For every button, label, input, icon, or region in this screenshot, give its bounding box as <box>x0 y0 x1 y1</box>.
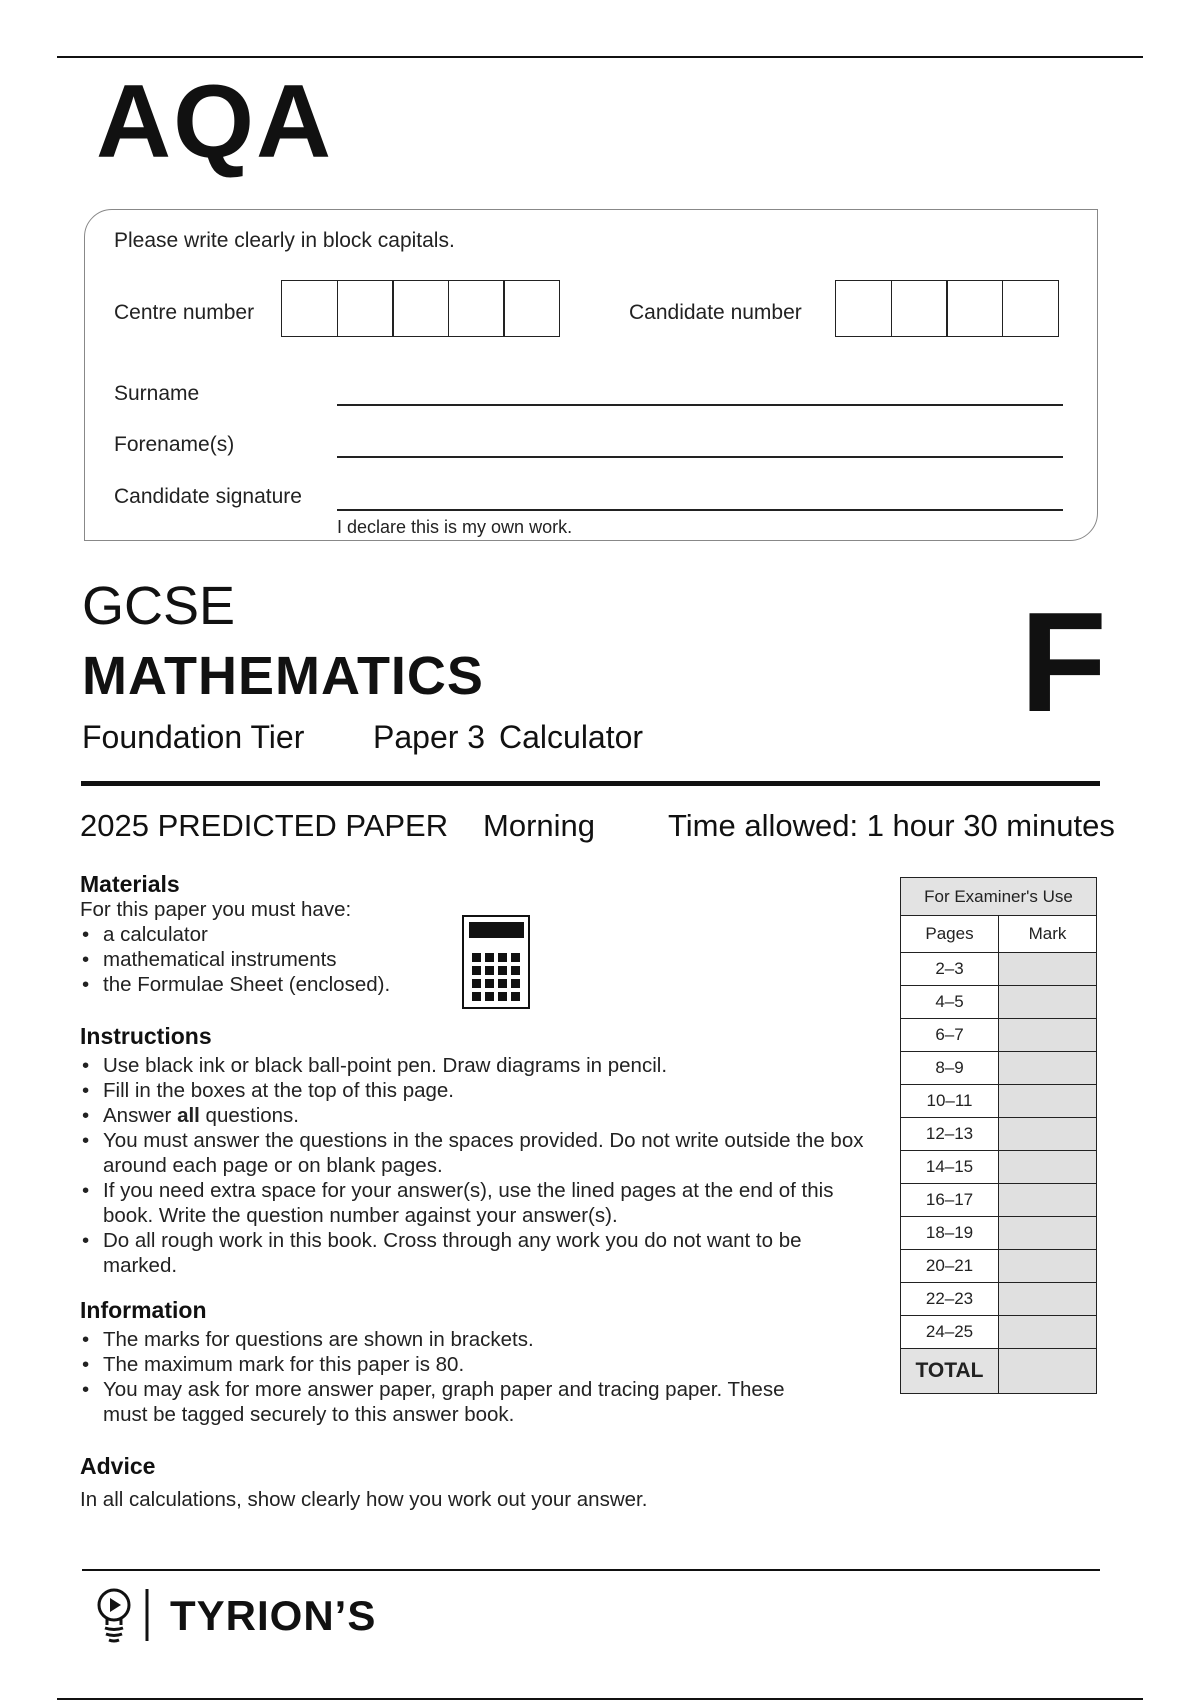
mark-column-header: Mark <box>999 916 1097 953</box>
mark-cell <box>999 1316 1097 1349</box>
calculator-label: Calculator <box>499 719 644 755</box>
candidate-number-digit-box[interactable] <box>946 280 1003 337</box>
list-item: • the Formulae Sheet (enclosed). <box>80 972 480 997</box>
paper-number: Paper 3 <box>373 719 486 755</box>
declaration-text: I declare this is my own work. <box>337 517 573 537</box>
page-range-cell: 14–15 <box>901 1151 999 1184</box>
candidate-number-digit-box[interactable] <box>835 280 892 337</box>
surname-label: Surname <box>114 382 200 405</box>
information-heading: Information <box>80 1297 207 1323</box>
mark-cell <box>999 1019 1097 1052</box>
table-row <box>901 1217 1097 1250</box>
list-item: • mathematical instruments <box>80 947 480 972</box>
centre-number-digit-box[interactable] <box>337 280 394 337</box>
tier-letter: F <box>1020 583 1107 742</box>
candidate-number-boxes[interactable] <box>835 280 1057 337</box>
candidate-number-label: Candidate number <box>629 301 802 324</box>
page-range-cell: 20–21 <box>901 1250 999 1283</box>
subject-title: MATHEMATICS <box>82 646 484 706</box>
list-item: • a calculator <box>80 922 480 947</box>
table-row <box>901 1019 1097 1052</box>
session-time: Morning <box>483 808 595 843</box>
page-range-cell: 4–5 <box>901 986 999 1019</box>
block-capitals-instruction: Please write clearly in block capitals. <box>114 229 455 252</box>
list-item: • If you need extra space for your answer(s), use the lined pages at the end of this book. Write the question number against your answer(s). <box>80 1178 870 1228</box>
list-item: • You must answer the questions in the spaces provided. Do not write outside the box around each page or on blank pages. <box>80 1128 870 1178</box>
page-range-cell: 22–23 <box>901 1283 999 1316</box>
top-rule <box>57 56 1143 58</box>
total-label: TOTAL <box>901 1349 999 1394</box>
surname-field[interactable] <box>337 404 1063 406</box>
list-item: • The maximum mark for this paper is 80. <box>80 1352 800 1377</box>
footer-rule <box>82 1569 1100 1571</box>
title-rule <box>81 781 1100 786</box>
mark-cell <box>999 1085 1097 1118</box>
total-row <box>901 1349 1097 1394</box>
aqa-logo: AQA <box>96 64 334 180</box>
candidate-number-digit-box[interactable] <box>1002 280 1059 337</box>
tier-name: Foundation Tier <box>82 719 305 755</box>
table-row <box>901 1250 1097 1283</box>
lightbulb-play-icon <box>92 1585 154 1645</box>
table-row <box>901 1316 1097 1349</box>
mark-cell <box>999 953 1097 986</box>
list-item: • Answer all questions. <box>80 1103 870 1128</box>
mark-cell <box>999 1283 1097 1316</box>
calculator-icon <box>462 915 530 1009</box>
centre-number-boxes[interactable] <box>281 280 559 337</box>
mark-cell <box>999 1184 1097 1217</box>
mark-cell <box>999 1052 1097 1085</box>
advice-text: In all calculations, show clearly how you work out your answer. <box>80 1488 648 1511</box>
materials-heading: Materials <box>80 871 180 897</box>
page-range-cell: 12–13 <box>901 1118 999 1151</box>
centre-number-label: Centre number <box>114 301 255 324</box>
page-range-cell: 2–3 <box>901 953 999 986</box>
pages-column-header: Pages <box>901 916 999 953</box>
page-range-cell: 24–25 <box>901 1316 999 1349</box>
table-row <box>901 1118 1097 1151</box>
list-item: • Use black ink or black ball-point pen. Draw diagrams in pencil. <box>80 1053 870 1078</box>
examiner-use-table <box>900 877 1097 1394</box>
page-range-cell: 18–19 <box>901 1217 999 1250</box>
examiner-table-title: For Examiner's Use <box>901 878 1097 916</box>
table-row <box>901 1151 1097 1184</box>
table-row <box>901 1052 1097 1085</box>
paper-type: 2025 PREDICTED PAPER <box>80 808 449 843</box>
list-item: • Do all rough work in this book. Cross through any work you do not want to be marked. <box>80 1228 870 1278</box>
centre-number-digit-box[interactable] <box>503 280 560 337</box>
materials-intro: For this paper you must have: <box>80 898 352 921</box>
table-row <box>901 1283 1097 1316</box>
page-range-cell: 16–17 <box>901 1184 999 1217</box>
page-range-cell: 10–11 <box>901 1085 999 1118</box>
table-row <box>901 1184 1097 1217</box>
candidate-number-digit-box[interactable] <box>891 280 948 337</box>
instructions-heading: Instructions <box>80 1023 212 1049</box>
instructions-list <box>80 1053 870 1278</box>
list-item: • Fill in the boxes at the top of this page. <box>80 1078 870 1103</box>
time-allowed: Time allowed: 1 hour 30 minutes <box>668 808 1115 843</box>
mark-cell <box>999 1217 1097 1250</box>
brand-name: TYRION’S <box>170 1592 377 1639</box>
table-row <box>901 986 1097 1019</box>
advice-heading: Advice <box>80 1453 156 1479</box>
centre-number-digit-box[interactable] <box>448 280 505 337</box>
centre-number-digit-box[interactable] <box>281 280 338 337</box>
mark-cell <box>999 1151 1097 1184</box>
forenames-field[interactable] <box>337 456 1063 458</box>
page-range-cell: 6–7 <box>901 1019 999 1052</box>
page-range-cell: 8–9 <box>901 1052 999 1085</box>
total-mark-cell <box>999 1349 1097 1394</box>
list-item: • You may ask for more answer paper, graph paper and tracing paper. These must be tagged securely to this answer book. <box>80 1377 800 1427</box>
mark-cell <box>999 1250 1097 1283</box>
list-item: • The marks for questions are shown in brackets. <box>80 1327 800 1352</box>
qualification-title: GCSE <box>82 576 236 636</box>
signature-field[interactable] <box>337 509 1063 511</box>
information-list <box>80 1327 800 1427</box>
mark-cell <box>999 986 1097 1019</box>
mark-cell <box>999 1118 1097 1151</box>
materials-list <box>80 922 480 997</box>
forenames-label: Forename(s) <box>114 433 235 456</box>
table-row <box>901 953 1097 986</box>
signature-label: Candidate signature <box>114 485 302 508</box>
table-row <box>901 1085 1097 1118</box>
centre-number-digit-box[interactable] <box>392 280 449 337</box>
